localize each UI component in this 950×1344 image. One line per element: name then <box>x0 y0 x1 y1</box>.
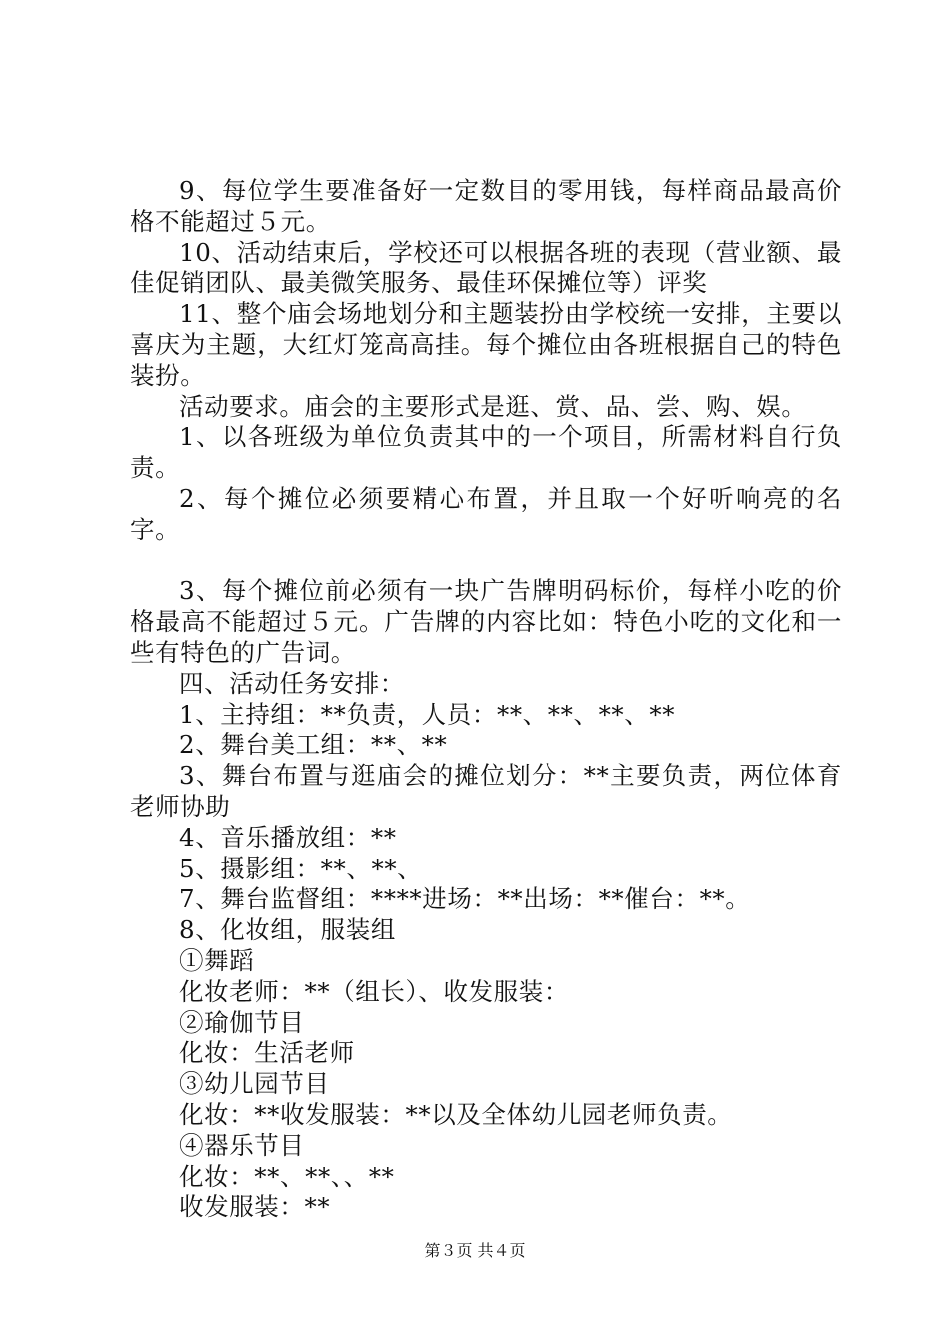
paragraph-10: 10、活动结束后，学校还可以根据各班的表现（营业额、最佳促销团队、最美微笑服务、最佳环保摊位等）评奖 <box>130 237 842 298</box>
item-instrumental: ④器乐节目 <box>179 1130 305 1160</box>
item-dance-detail: 化妆老师：**（组长）、收发服装： <box>179 976 569 1006</box>
task-photo-group: 5、摄影组：**、**、 <box>179 853 423 883</box>
task-stage-art-group: 2、舞台美工组：**、** <box>179 730 448 760</box>
task-stage-layout: 3、舞台布置与逛庙会的摊位划分：**主要负责，两位体育老师协助 <box>130 761 842 821</box>
item-yoga: ②瑜伽节目 <box>179 1007 305 1037</box>
page-number-footer: 第３页 共４页 <box>424 1241 526 1260</box>
item-kindergarten: ③幼儿园节目 <box>179 1069 330 1099</box>
activity-requirements-heading: 活动要求。庙会的主要形式是逛、赏、品、尝、购、娱。 <box>179 391 807 421</box>
task-music-group: 4、音乐播放组：** <box>179 822 397 852</box>
document-body <box>130 176 842 1223</box>
task-arrangement-heading: 四、活动任务安排： <box>179 668 405 698</box>
paragraph-11: 11、整个庙会场地划分和主题装扮由学校统一安排，主要以喜庆为主题，大红灯笼高高挂。每个摊位由各班根据自己的特色装扮。 <box>130 299 842 390</box>
task-host-group: 1、主持组：**负责，人员：**、**、**、** <box>179 699 676 729</box>
requirement-3: 3、每个摊位前必须有一块广告牌明码标价，每样小吃的价格最高不能超过５元。广告牌的内容比如：特色小吃的文化和一些有特色的广告词。 <box>130 576 842 667</box>
task-makeup-costume-group: 8、化妆组，服装组 <box>179 915 396 945</box>
requirement-1: 1、以各班级为单位负责其中的一个项目，所需材料自行负责。 <box>130 422 842 483</box>
item-instrumental-costume: 收发服装：** <box>179 1192 331 1222</box>
item-kindergarten-detail: 化妆：**收发服装：**以及全体幼儿园老师负责。 <box>179 1099 733 1129</box>
task-stage-supervision: 7、舞台监督组：****进场：**出场：**催台：**。 <box>179 884 751 914</box>
paragraph-9: 9、每位学生要准备好一定数目的零用钱，每样商品最高价格不能超过５元。 <box>130 176 842 236</box>
item-yoga-detail: 化妆：生活老师 <box>179 1038 355 1068</box>
item-instrumental-makeup: 化妆：**、**、、** <box>179 1161 395 1191</box>
item-dance: ①舞蹈 <box>179 945 255 975</box>
requirement-2: 2、每个摊位必须要精心布置，并且取一个好听响亮的名字。 <box>130 483 842 544</box>
blank-line <box>130 546 842 577</box>
